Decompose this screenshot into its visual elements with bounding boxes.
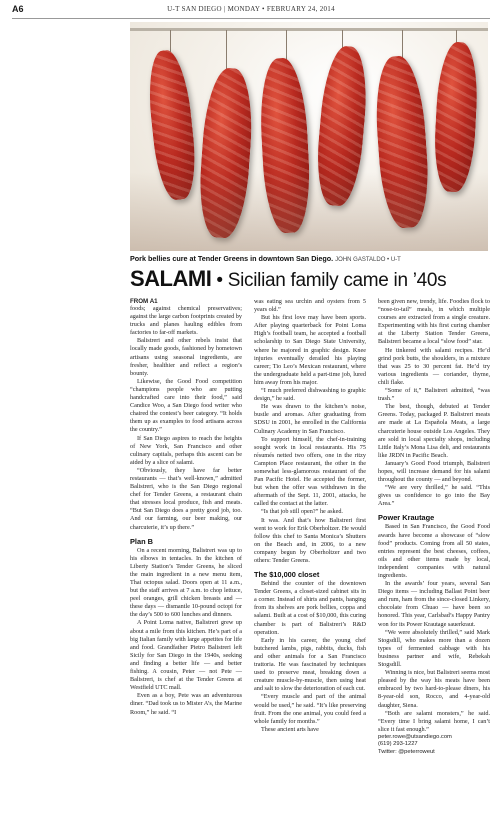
article-paragraph: The best, though, debuted at Tender Greens. Today, packaged P. Balistreri meats are made at La Española Meats, a large charcuterie house outside Los Angeles. They are sold in local specialty shops, including Little Italy’s Mona Lisa deli, and restaurants like JRDN in Pacific Beach. bbox=[378, 403, 490, 459]
jump-line: FROM A1 bbox=[130, 298, 158, 305]
article-paragraph: But his first love may have been sports. After playing quarterback for Point Loma High’s football team, he accepted a football scholarship to San Diego State University, where he majored in graphic design. Knee injuries eventually derailed his playing career; Tio Leo’s Mexican restaurant, where the undergraduate held a part-time job, lured him away from his major. bbox=[254, 314, 366, 386]
hanging-string bbox=[342, 30, 343, 48]
article-column-3 bbox=[378, 298, 490, 757]
article-column-1 bbox=[130, 298, 242, 717]
author-contact: (619) 293-1227 bbox=[378, 741, 418, 748]
article-paragraph: These ancient arts have bbox=[261, 725, 319, 733]
article-column-2 bbox=[254, 298, 366, 734]
headline-deck: • Sicilian family came in ’40s bbox=[216, 270, 447, 291]
article-paragraph: He tinkered with salami recipes. He’d grind pork butts, the shoulders, in a mixture that was 25 to 30 percent fat. He’d try various ingredients — coriander, thyme, chili flake. bbox=[378, 346, 490, 386]
article-paragraph: “Some of it,” Balistreri admitted, “was trash.” bbox=[378, 387, 490, 403]
article-paragraph: “I much preferred dishwashing to graphic design,” he said. bbox=[254, 387, 366, 403]
photo-shadow bbox=[130, 172, 488, 251]
article-paragraph: was eating sea urchin and oysters from 5 years old.” bbox=[254, 298, 366, 314]
article-paragraph: foods; against chemical preservatives; against the large carbon footprints created by trucks and planes hauling edibles from factories to far-off markets. bbox=[130, 305, 242, 337]
article-paragraph: Likewise, the Good Food competition “champions people who are putting handcrafted care into their food,” said Candice Woo, a San Diego food writer who chaired the contest’s beer category. “It holds them up as examples to food artisans across the country.” bbox=[130, 377, 242, 434]
article-paragraph: He was drawn to the kitchen’s noise, bustle and aromas. After graduating from SDSU in 2001, he enrolled in the California Culinary Academy in San Francisco. bbox=[254, 403, 366, 435]
section-subhead: The $10,000 closet bbox=[254, 570, 320, 580]
author-contact: peter.rowe@utsandiego.com bbox=[378, 733, 452, 740]
article-paragraph: Balistreri and other rebels insist that locally made goods, fashioned by hometown artisans using seasonal ingredients, are fresher, healthier and reflect a region’s bounty. bbox=[130, 337, 242, 377]
pork-belly bbox=[432, 41, 480, 193]
article-paragraph: Even as a boy, Pete was an adventurous diner. “Dad took us to Mister A’s, the Marine Room,” he said. “I bbox=[130, 692, 242, 716]
article-paragraph: “Both are salami monsters,” he said. “Every time I bring salami home, I can’t slice it fast enough.” bbox=[378, 709, 490, 733]
article-paragraph: been given new, trendy, life. Foodies flock to “nose-to-tail” meals, in which multiple courses are extracted from a single creature. Experimenting with his first curing chamber at the Liberty Station Tender Greens, Balistreri became a local “slow food” star. bbox=[378, 298, 490, 346]
photo-credit: JOHN GASTALDO • U-T bbox=[335, 257, 401, 263]
masthead bbox=[12, 4, 490, 19]
article-paragraph: A Point Loma native, Balistreri grew up about a mile from this kitchen. He’s part of a big Italian family with large appetites for life and food. Grandfather Pietro Balistreri left Sicily for San Diego in the 1940s, seeking and finding a better life — and better fishing. A cousin, Peter — not Pete — Balistreri, is chef at the Tender Greens at Westfield UTC mall. bbox=[130, 619, 242, 692]
article-paragraph: “Every muscle and part of the animal would be used,” he said. “It’s like preserving fruit. From the one animal, you could feed a whole family for months.” bbox=[254, 693, 366, 725]
headline-kicker: SALAMI bbox=[130, 266, 212, 291]
headline bbox=[130, 266, 490, 292]
article-paragraph: It was. And that’s how Balistreri first went to work for Erik Oberholtzer. He would follow this chef to Santa Monica’s Shutters on the Beach and, in 2006, to a new company begun by Oberholtzer and two others: Tender Greens. bbox=[254, 516, 366, 564]
article-paragraph: January’s Good Food triumph, Balistreri hopes, will increase demand for his salami throughout the county — and beyond. bbox=[378, 459, 490, 484]
article-paragraph: “We were absolutely thrilled,” said Mark Stogsdill, who makes more than a dozen types of fermented cabbage with his business partner and wife, Rebekah Stogsdill. bbox=[378, 628, 490, 669]
pork-bellies-photo bbox=[130, 22, 488, 251]
hanging-string bbox=[226, 30, 227, 70]
article-paragraph: If San Diego aspires to reach the heights of New York, San Francisco and other culinary capitals, perhaps this ascent can be aided by a slice of salami. bbox=[130, 434, 242, 466]
section-subhead: Plan B bbox=[130, 536, 153, 546]
masthead-text: U-T SAN DIEGO | MONDAY • FEBRUARY 24, 2014 bbox=[167, 5, 335, 13]
hanging-rack bbox=[130, 28, 488, 31]
article-paragraph: On a recent morning, Balistreri was up to his elbows in tentacles. In the kitchen of Liberty Station’s Tender Greens, he sliced the main ingredient in a new menu item, Thai octopus salad. Doors open at 11 a.m., but the staff arrives at 7 a.m. to chop lettuce, peel oranges, grill chicken breasts and — these days — dismantle 10-pound octopi for the day’s 500 to 600 lunches and dinners. bbox=[130, 546, 242, 619]
article-paragraph: “Obviously, they have far better restaurants — that’s well-known,” admitted Balistreri, who is the San Diego regional chef for Tender Greens, a restaurant chain that stresses local produce, fish and meats. “But San Diego does a pretty good job, too. And our farming, our beer making, our charcuterie, it’s up there.” bbox=[130, 466, 242, 531]
author-contact: Twitter: @peterroweut bbox=[378, 749, 435, 756]
hanging-string bbox=[402, 30, 403, 58]
article-paragraph: Based in San Francisco, the Good Food awards have become a showcase of “slow food” products. Coming from all 50 states, entries represent the best cheeses, coffees, oils and other items made by local, independent companies with natural ingredients. bbox=[378, 523, 490, 579]
article-paragraph: “Is that job still open?” he asked. bbox=[261, 508, 343, 516]
hanging-string bbox=[286, 30, 287, 60]
article-paragraph: Early in his career, the young chef butchered lambs, pigs, rabbits, ducks, fish and other animals for a San Francisco trattoria. He was fascinated by techniques used to preserve meat, breaking down a creature muscle-by-muscle, then using heat and salt to slow the deterioration of each cut. bbox=[254, 636, 366, 693]
hanging-string bbox=[170, 30, 171, 52]
article-paragraph: To support himself, the chef-in-training sought work in local restaurants. His 75 résumés netted two offers, one in the ritzy Campton Place restaurant, the other in the somewhat less-glamorous restaurant of the Pan Pacific Hotel. He accepted the former, but when the offer was withdrawn in the aftermath of the Sept. 11, 2001, attacks, he called the contact at the latter. bbox=[254, 435, 366, 508]
article-paragraph: In the awards’ four years, several San Diego items — including Ballast Point beer and rum, ham from the since-closed Linkery, chocolate from Chuao — have been so honored. This year, Carlsbad’s Happy Pantry won for its Power Krautage sauerkraut. bbox=[378, 580, 490, 628]
section-subhead: Power Krautage bbox=[378, 513, 435, 523]
caption-text: Pork bellies cure at Tender Greens in downtown San Diego. bbox=[130, 254, 334, 263]
page-number: A6 bbox=[12, 4, 24, 14]
photo-caption bbox=[130, 254, 488, 263]
article-paragraph: Behind the counter of the downtown Tender Greens, a closet-sized cabinet sits in a corner. Instead of shirts and pants, hanging from its shelves are pork bellies, coppa and salami. Built at a cost of $10,000, this curing chamber is part of Balistreri’s R&D operation. bbox=[254, 580, 366, 636]
article-paragraph: “We are very thrilled,” he said. “This gives us confidence to go into the Bay Area.” bbox=[378, 484, 490, 508]
article-paragraph: Winning is nice, but Balistreri seems most pleased by the way his meats have been embraced by two hard-to-please diners, his 8-year-old son, Rocco, and 4-year-old daughter, Siena. bbox=[378, 669, 490, 709]
